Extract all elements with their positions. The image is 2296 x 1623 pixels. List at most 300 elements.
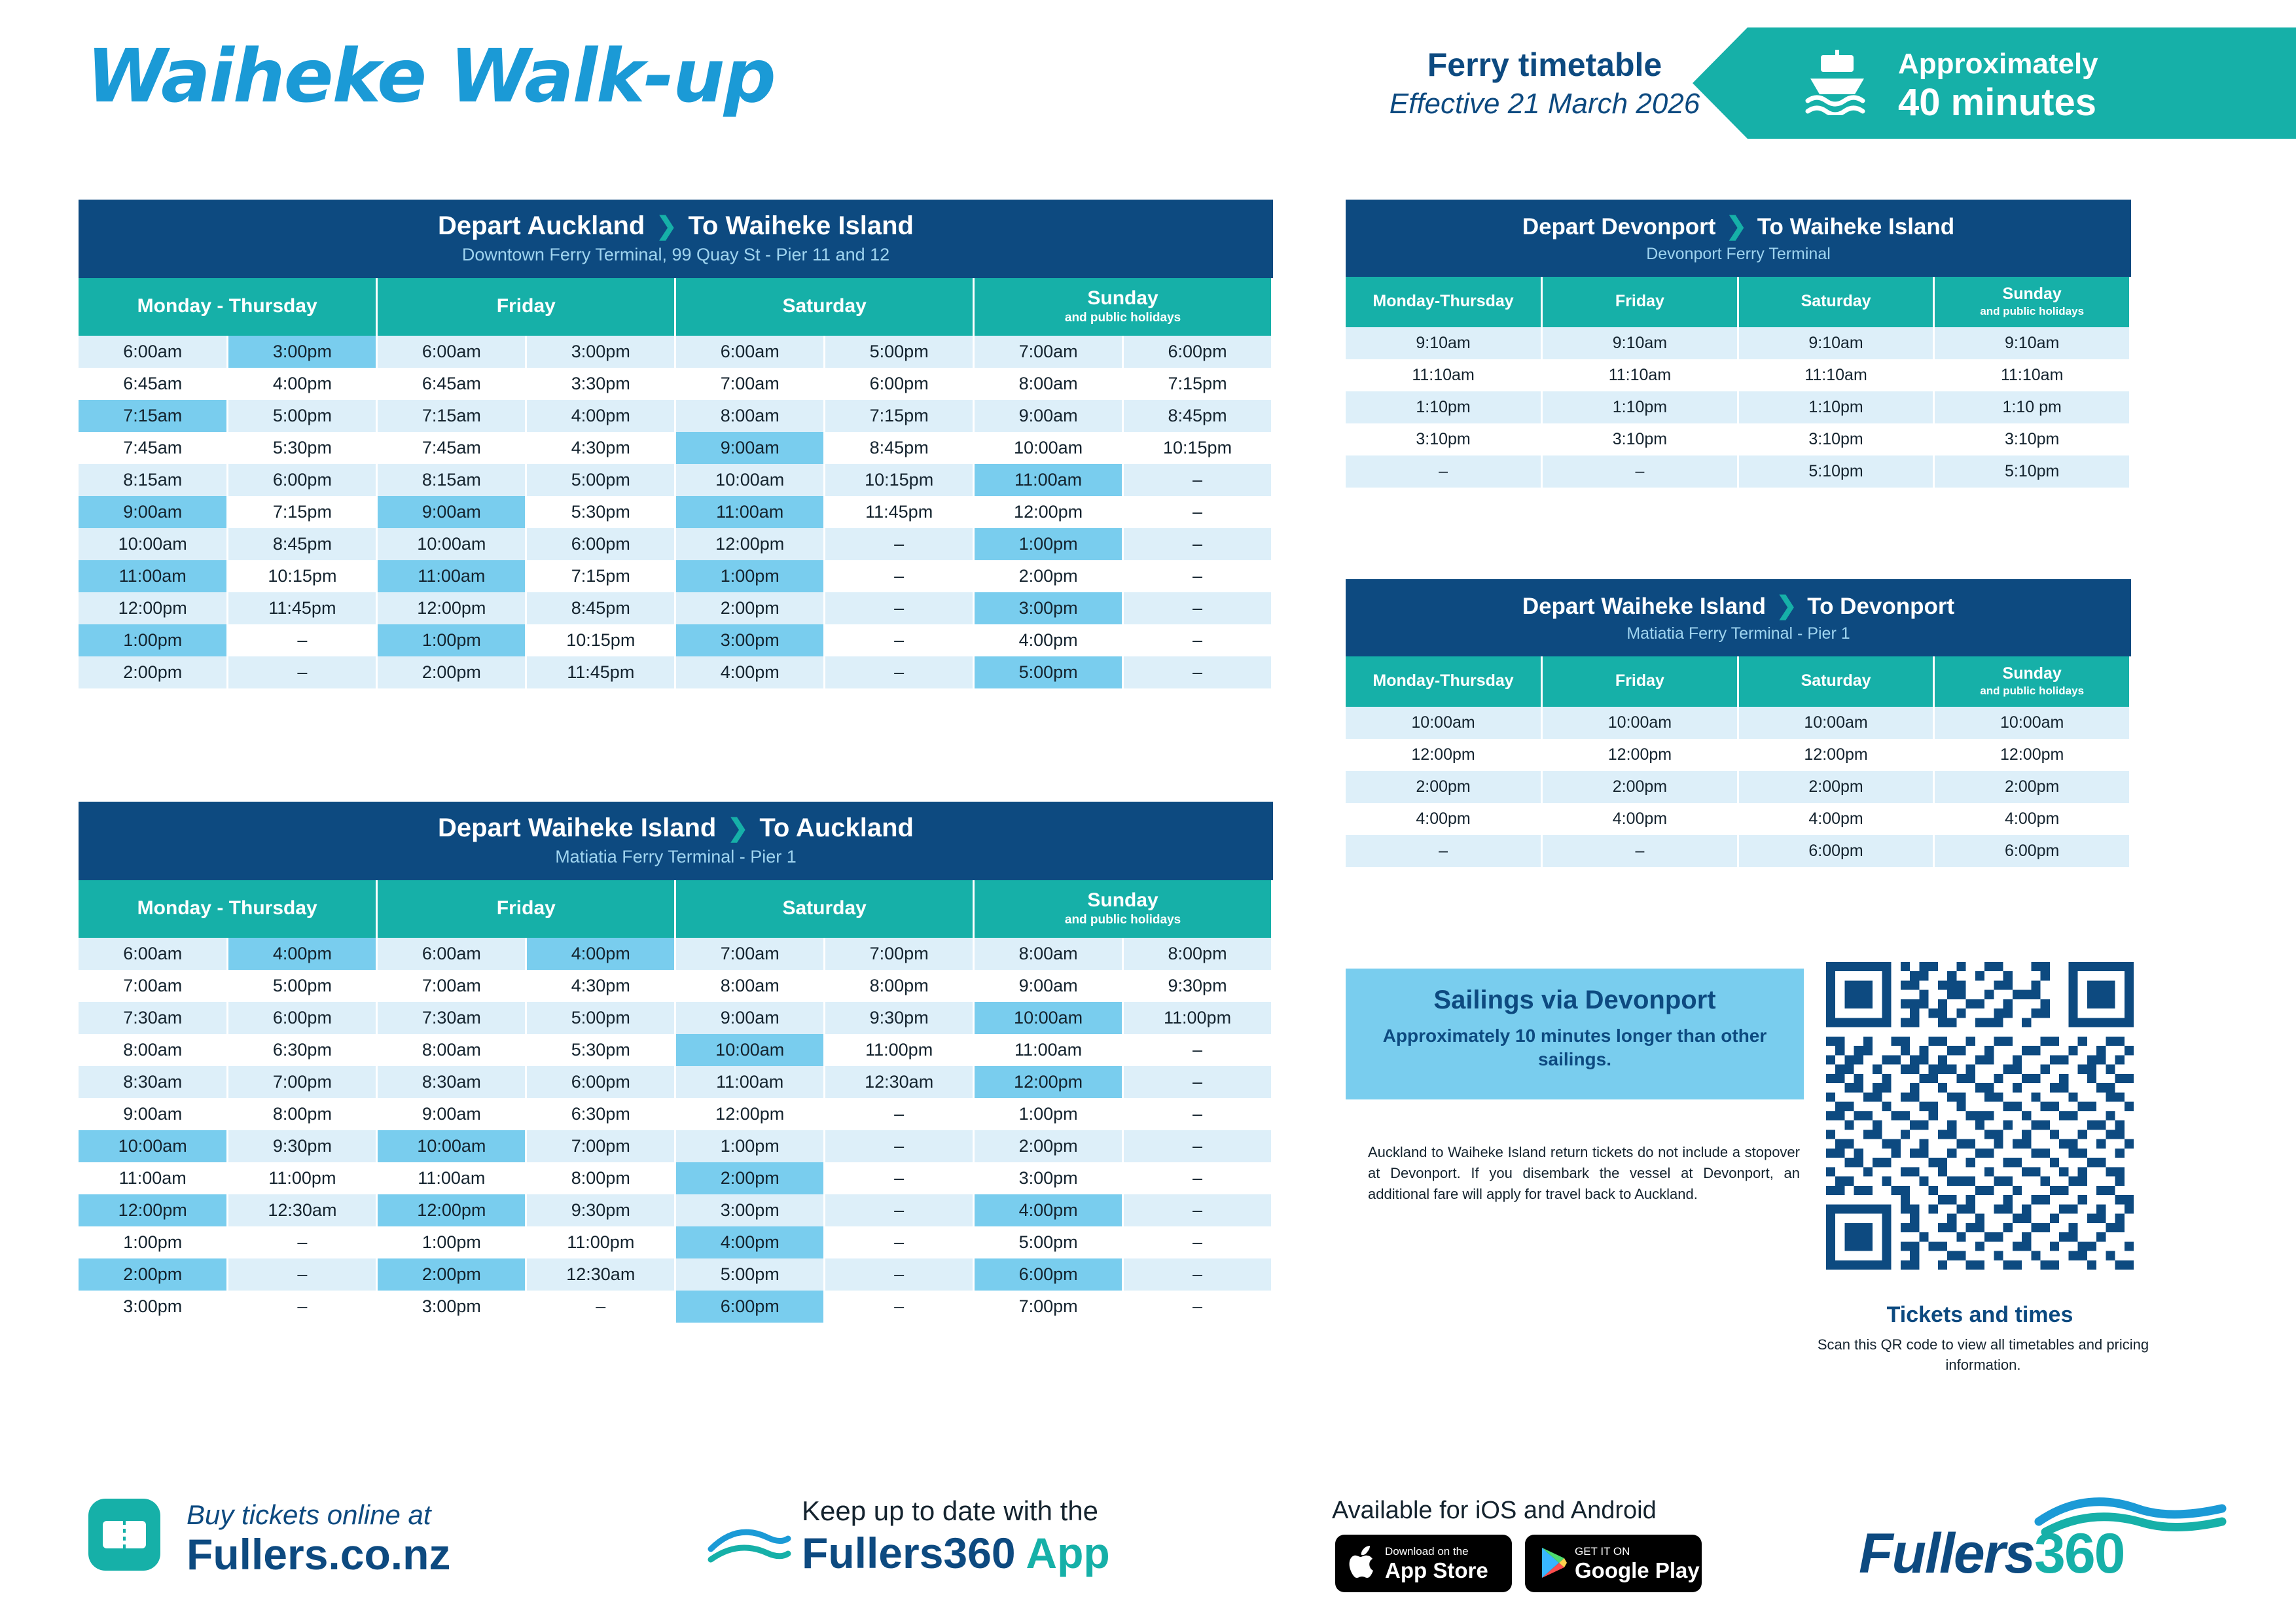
time-cell: 3:00pm <box>974 1162 1123 1194</box>
google-play-big: Google Play <box>1575 1558 1700 1582</box>
time-cell: – <box>825 560 974 592</box>
logo-number: 360 <box>2034 1522 2125 1585</box>
time-cell: 8:45pm <box>1123 400 1272 432</box>
time-cell: 7:00am <box>675 938 825 970</box>
table-row <box>1346 739 2130 771</box>
devonport-box-title: Sailings via Devonport <box>1433 986 1716 1014</box>
time-cell: 12:00pm <box>1542 739 1738 771</box>
table-title-from: Depart Waiheke Island <box>1522 594 1766 619</box>
time-cell: 1:10 pm <box>1934 391 2130 423</box>
time-cell: 11:00pm <box>1123 1002 1272 1034</box>
table-subtitle: Matiatia Ferry Terminal - Pier 1 <box>555 847 797 866</box>
time-cell: – <box>1542 835 1738 867</box>
time-cell: 6:00pm <box>825 368 974 400</box>
time-cell: 12:00pm <box>1934 739 2130 771</box>
time-cell: 8:00am <box>675 970 825 1002</box>
table-row <box>79 336 1272 368</box>
time-cell: 9:00am <box>974 400 1123 432</box>
available-platforms: Available for iOS and Android <box>1332 1497 1657 1524</box>
column-header-3: Sunday and public holidays <box>1934 656 2130 707</box>
time-cell: 8:00pm <box>228 1098 377 1130</box>
time-cell: 11:10am <box>1934 359 2130 391</box>
time-cell: 3:30pm <box>526 368 675 400</box>
time-cell: 6:00am <box>377 336 526 368</box>
time-cell: 2:00pm <box>1738 771 1934 803</box>
time-cell: 8:00pm <box>1123 938 1272 970</box>
time-cell: 12:30am <box>825 1066 974 1098</box>
time-cell: – <box>1123 560 1272 592</box>
time-cell: 10:15pm <box>228 560 377 592</box>
app-store-small: Download on the <box>1385 1545 1469 1558</box>
time-cell: 4:00pm <box>675 656 825 688</box>
time-cell: 9:10am <box>1346 327 1542 359</box>
time-cell: 5:00pm <box>675 1258 825 1291</box>
time-cell: 11:45pm <box>825 496 974 528</box>
time-cell: 9:30pm <box>526 1194 675 1226</box>
time-cell: – <box>228 1258 377 1291</box>
time-cell: 8:15am <box>377 464 526 496</box>
time-cell: 4:30pm <box>526 432 675 464</box>
ferry-timetable-label: Ferry timetable <box>1427 46 1662 83</box>
time-cell: 6:00am <box>675 336 825 368</box>
time-cell: 1:00pm <box>377 1226 526 1258</box>
time-cell: 11:00pm <box>825 1034 974 1066</box>
qr-code-image[interactable] <box>1826 962 2134 1270</box>
time-cell: 5:30pm <box>526 1034 675 1066</box>
table-body <box>79 880 1273 1323</box>
table-row <box>79 368 1272 400</box>
time-cell: 11:10am <box>1542 359 1738 391</box>
qr-code[interactable] <box>1826 962 2134 1273</box>
time-cell: 11:00am <box>79 560 228 592</box>
time-cell: 7:00am <box>974 336 1123 368</box>
time-cell: 2:00pm <box>974 560 1123 592</box>
time-cell: 1:00pm <box>675 1130 825 1162</box>
time-cell: 5:10pm <box>1934 455 2130 488</box>
google-play-badge[interactable] <box>1525 1535 1702 1592</box>
logo-text: Fullers <box>1859 1522 2034 1585</box>
app-store-badge[interactable] <box>1335 1535 1512 1592</box>
table-row <box>79 1066 1272 1098</box>
table-subtitle: Devonport Ferry Terminal <box>1646 245 1831 263</box>
time-cell: 2:00pm <box>79 1258 228 1291</box>
time-cell: 12:00pm <box>1738 739 1934 771</box>
time-cell: 10:00am <box>1738 707 1934 739</box>
time-cell: 9:00am <box>675 432 825 464</box>
table-header <box>79 200 1273 278</box>
time-cell: 5:00pm <box>974 1226 1123 1258</box>
column-header-2: Saturday <box>675 880 974 938</box>
time-cell: 10:00am <box>974 432 1123 464</box>
ticket-icon <box>88 1499 160 1571</box>
time-cell: 1:10pm <box>1346 391 1542 423</box>
time-cell: – <box>228 1291 377 1323</box>
time-cell: 9:00am <box>675 1002 825 1034</box>
effective-date: Effective 21 March 2026 <box>1389 88 1700 120</box>
time-cell: 6:45am <box>377 368 526 400</box>
time-cell: 2:00pm <box>1346 771 1542 803</box>
time-cell: 11:00am <box>675 1066 825 1098</box>
timetable <box>79 278 1273 688</box>
time-cell: – <box>1123 464 1272 496</box>
time-cell: 2:00pm <box>377 1258 526 1291</box>
column-header-3: Sunday and public holidays <box>974 880 1272 938</box>
time-cell: 1:00pm <box>79 1226 228 1258</box>
table-row <box>79 1034 1272 1066</box>
time-cell: 4:00pm <box>974 624 1123 656</box>
table-header <box>1346 200 2131 277</box>
ticket-glyph <box>88 1499 160 1571</box>
time-cell: – <box>1123 1194 1272 1226</box>
time-cell: 1:10pm <box>1738 391 1934 423</box>
table-depart-waiheke-to-auckland <box>79 802 1273 1323</box>
table-row <box>79 1162 1272 1194</box>
table-row <box>79 464 1272 496</box>
time-cell: – <box>1123 1034 1272 1066</box>
time-cell: 12:00pm <box>377 592 526 624</box>
table-row <box>79 656 1272 688</box>
time-cell: 11:00pm <box>526 1226 675 1258</box>
time-cell: 10:00am <box>1934 707 2130 739</box>
approx-line-2: 40 minutes <box>1898 81 2096 124</box>
time-cell: – <box>825 1258 974 1291</box>
time-cell: – <box>1346 455 1542 488</box>
time-cell: 10:00am <box>675 1034 825 1066</box>
time-cell: 8:15am <box>79 464 228 496</box>
apple-icon <box>1346 1544 1380 1582</box>
time-cell: – <box>526 1291 675 1323</box>
time-cell: – <box>825 624 974 656</box>
time-cell: 3:00pm <box>675 624 825 656</box>
time-cell: 4:00pm <box>526 938 675 970</box>
ferry-timetable-heading <box>1361 46 1728 120</box>
time-cell: 8:00am <box>79 1034 228 1066</box>
time-cell: 11:00am <box>974 464 1123 496</box>
time-cell: – <box>1123 1258 1272 1291</box>
time-cell: 6:00pm <box>526 528 675 560</box>
time-cell: 9:00am <box>377 496 526 528</box>
time-cell: – <box>1542 455 1738 488</box>
time-cell: 6:30pm <box>526 1098 675 1130</box>
time-cell: 3:00pm <box>675 1194 825 1226</box>
time-cell: – <box>825 1194 974 1226</box>
time-cell: 2:00pm <box>675 592 825 624</box>
table-row <box>79 1098 1272 1130</box>
table-row <box>79 938 1272 970</box>
time-cell: – <box>1123 656 1272 688</box>
table-row <box>1346 391 2130 423</box>
time-cell: 3:10pm <box>1738 423 1934 455</box>
time-cell: 5:00pm <box>228 970 377 1002</box>
time-cell: 11:10am <box>1738 359 1934 391</box>
time-cell: 12:00pm <box>675 528 825 560</box>
table-row <box>79 970 1272 1002</box>
table-row <box>79 400 1272 432</box>
time-cell: 6:45am <box>79 368 228 400</box>
approx-duration-banner <box>1748 27 2296 139</box>
time-cell: 5:30pm <box>526 496 675 528</box>
time-cell: 6:00am <box>79 938 228 970</box>
buy-tickets-line1: Buy tickets online at <box>187 1499 431 1530</box>
time-cell: 12:00pm <box>974 1066 1123 1098</box>
time-cell: – <box>1123 1130 1272 1162</box>
google-play-small: GET IT ON <box>1575 1545 1630 1558</box>
table-row <box>79 1258 1272 1291</box>
qr-caption: Tickets and times <box>1886 1302 2073 1327</box>
time-cell: – <box>1123 1098 1272 1130</box>
time-cell: 10:15pm <box>1123 432 1272 464</box>
time-cell: 8:00am <box>675 400 825 432</box>
page-title: Waiheke Walk-up <box>86 34 775 119</box>
table-row <box>1346 327 2130 359</box>
chevron-right-icon: ❯ <box>727 815 749 842</box>
time-cell: 10:15pm <box>825 464 974 496</box>
time-cell: – <box>1123 592 1272 624</box>
approx-line-1: Approximately <box>1898 48 2098 80</box>
time-cell: – <box>825 656 974 688</box>
time-cell: 6:30pm <box>228 1034 377 1066</box>
column-header-0: Monday - Thursday <box>79 278 377 336</box>
table-subtitle: Downtown Ferry Terminal, 99 Quay St - Pier 11 and 12 <box>461 245 890 264</box>
table-row <box>79 1002 1272 1034</box>
table-row <box>1346 707 2130 739</box>
column-header-3: Sunday and public holidays <box>974 278 1272 336</box>
time-cell: 7:15pm <box>1123 368 1272 400</box>
time-cell: 2:00pm <box>1934 771 2130 803</box>
time-cell: – <box>825 1130 974 1162</box>
column-header-1: Friday <box>1542 656 1738 707</box>
time-cell: 10:00am <box>1542 707 1738 739</box>
time-cell: 7:45am <box>377 432 526 464</box>
time-cell: 9:00am <box>974 970 1123 1002</box>
time-cell: 5:00pm <box>825 336 974 368</box>
time-cell: 9:10am <box>1542 327 1738 359</box>
time-cell: 6:00pm <box>1123 336 1272 368</box>
table-title-to: To Auckland <box>759 813 914 842</box>
column-header-2: Saturday <box>1738 656 1934 707</box>
time-cell: – <box>228 1226 377 1258</box>
time-cell: – <box>825 1098 974 1130</box>
time-cell: 7:00pm <box>228 1066 377 1098</box>
table-subtitle: Matiatia Ferry Terminal - Pier 1 <box>1626 624 1850 643</box>
time-cell: 3:10pm <box>1542 423 1738 455</box>
time-cell: 9:30pm <box>825 1002 974 1034</box>
time-cell: 1:10pm <box>1542 391 1738 423</box>
time-cell: 1:00pm <box>79 624 228 656</box>
table-row <box>1346 359 2130 391</box>
column-header-0: Monday - Thursday <box>79 880 377 938</box>
chevron-right-icon: ❯ <box>1726 213 1747 240</box>
time-cell: 1:00pm <box>377 624 526 656</box>
time-cell: – <box>825 1291 974 1323</box>
time-cell: 11:00am <box>974 1034 1123 1066</box>
time-cell: 12:30am <box>526 1258 675 1291</box>
time-cell: 3:00pm <box>974 592 1123 624</box>
time-cell: 7:45am <box>79 432 228 464</box>
table-row <box>79 624 1272 656</box>
time-cell: 5:30pm <box>228 432 377 464</box>
time-cell: 10:00am <box>1346 707 1542 739</box>
time-cell: 7:00am <box>79 970 228 1002</box>
timetable <box>79 880 1273 1323</box>
time-cell: 7:00am <box>377 970 526 1002</box>
time-cell: – <box>825 1162 974 1194</box>
time-cell: 11:10am <box>1346 359 1542 391</box>
table-row <box>79 1226 1272 1258</box>
time-cell: 4:00pm <box>1738 803 1934 835</box>
column-header-1: Friday <box>377 278 675 336</box>
table-title-to: To Devonport <box>1807 594 1955 619</box>
table-row <box>79 560 1272 592</box>
time-cell: 6:00pm <box>1738 835 1934 867</box>
time-cell: 12:00pm <box>79 1194 228 1226</box>
time-cell: 10:00am <box>79 1130 228 1162</box>
time-cell: 10:00am <box>974 1002 1123 1034</box>
table-header <box>79 802 1273 880</box>
table-row <box>79 1194 1272 1226</box>
app-brand-name: Fullers360 <box>802 1529 1016 1577</box>
time-cell: 11:00am <box>377 1162 526 1194</box>
table-body <box>1346 277 2131 488</box>
time-cell: 8:45pm <box>228 528 377 560</box>
time-cell: 4:00pm <box>1542 803 1738 835</box>
devonport-box-body: Approximately 10 minutes longer than other sailings. <box>1382 1026 1767 1070</box>
time-cell: 10:00am <box>377 528 526 560</box>
time-cell: 11:00pm <box>228 1162 377 1194</box>
buy-tickets-url[interactable]: Fullers.co.nz <box>187 1530 451 1578</box>
chevron-right-icon: ❯ <box>656 213 677 240</box>
time-cell: 4:00pm <box>228 368 377 400</box>
devonport-fare-note: Auckland to Waiheke Island return tickets do not include a stopover at Devonport. If you disembark the vessel at Devonport, an additional fare will apply for travel back to Auckland. <box>1368 1144 1800 1202</box>
time-cell: 8:30am <box>79 1066 228 1098</box>
time-cell: 12:30am <box>228 1194 377 1226</box>
table-title-from: Depart Devonport <box>1522 214 1716 240</box>
column-header-2: Saturday <box>1738 277 1934 327</box>
time-cell: 11:45pm <box>228 592 377 624</box>
time-cell: 7:00pm <box>526 1130 675 1162</box>
time-cell: – <box>228 624 377 656</box>
table-row <box>79 1291 1272 1323</box>
column-header-1: Friday <box>377 880 675 938</box>
column-header-2: Saturday <box>675 278 974 336</box>
time-cell: 10:00am <box>675 464 825 496</box>
time-cell: 7:00am <box>675 368 825 400</box>
time-cell: 5:00pm <box>526 1002 675 1034</box>
time-cell: 8:45pm <box>825 432 974 464</box>
table-row <box>79 496 1272 528</box>
time-cell: 9:30pm <box>228 1130 377 1162</box>
time-cell: 7:00pm <box>825 938 974 970</box>
time-cell: 11:00am <box>79 1162 228 1194</box>
time-cell: 8:00am <box>974 938 1123 970</box>
time-cell: 3:00pm <box>79 1291 228 1323</box>
time-cell: 6:00pm <box>526 1066 675 1098</box>
time-cell: 4:00pm <box>228 938 377 970</box>
time-cell: 7:00pm <box>974 1291 1123 1323</box>
table-row <box>1346 803 2130 835</box>
table-row <box>79 528 1272 560</box>
time-cell: 10:00am <box>79 528 228 560</box>
time-cell: – <box>1123 1066 1272 1098</box>
time-cell: 6:00pm <box>974 1258 1123 1291</box>
time-cell: 7:15pm <box>825 400 974 432</box>
table-row <box>1346 835 2130 867</box>
time-cell: 7:15am <box>377 400 526 432</box>
time-cell: 1:00pm <box>974 1098 1123 1130</box>
table-title-from: Depart Waiheke Island <box>438 813 717 842</box>
time-cell: 7:30am <box>79 1002 228 1034</box>
footer <box>0 1476 2296 1623</box>
time-cell: 6:00am <box>377 938 526 970</box>
time-cell: 6:00pm <box>228 1002 377 1034</box>
time-cell: – <box>1123 1291 1272 1323</box>
ferry-boat-icon <box>1801 50 1873 115</box>
time-cell: 3:00pm <box>526 336 675 368</box>
time-cell: – <box>1346 835 1542 867</box>
time-cell: 5:00pm <box>526 464 675 496</box>
time-cell: 12:00pm <box>1346 739 1542 771</box>
time-cell: – <box>1123 496 1272 528</box>
time-cell: 8:00pm <box>526 1162 675 1194</box>
table-depart-devonport <box>1346 200 2131 488</box>
time-cell: 2:00pm <box>974 1130 1123 1162</box>
time-cell: 7:15pm <box>228 496 377 528</box>
google-play-icon <box>1535 1544 1570 1582</box>
time-cell: 6:00pm <box>1934 835 2130 867</box>
time-cell: 9:30pm <box>1123 970 1272 1002</box>
app-store-big: App Store <box>1385 1558 1488 1582</box>
time-cell: 8:00pm <box>825 970 974 1002</box>
chevron-right-icon: ❯ <box>1776 592 1797 620</box>
table-header <box>1346 579 2131 656</box>
table-title-to: To Waiheke Island <box>688 211 914 240</box>
table-row <box>1346 771 2130 803</box>
table-row <box>1346 423 2130 455</box>
time-cell: 3:00pm <box>228 336 377 368</box>
time-cell: 9:10am <box>1934 327 2130 359</box>
time-cell: 7:15pm <box>526 560 675 592</box>
time-cell: 3:10pm <box>1346 423 1542 455</box>
time-cell: 5:10pm <box>1738 455 1934 488</box>
time-cell: 9:00am <box>79 1098 228 1130</box>
column-header-1: Friday <box>1542 277 1738 327</box>
app-word: App <box>1015 1529 1110 1577</box>
time-cell: 10:00am <box>377 1130 526 1162</box>
time-cell: – <box>1123 1162 1272 1194</box>
time-cell: 12:00pm <box>79 592 228 624</box>
time-cell: 5:00pm <box>228 400 377 432</box>
app-brand <box>802 1528 1110 1578</box>
time-cell: 2:00pm <box>79 656 228 688</box>
time-cell: – <box>1123 624 1272 656</box>
sailings-via-devonport-box <box>1346 969 1804 1099</box>
time-cell: 8:00am <box>974 368 1123 400</box>
time-cell: 7:30am <box>377 1002 526 1034</box>
time-cell: 6:00pm <box>228 464 377 496</box>
column-header-0: Monday-Thursday <box>1346 656 1542 707</box>
table-row <box>79 1130 1272 1162</box>
time-cell: 8:30am <box>377 1066 526 1098</box>
time-cell: 3:10pm <box>1934 423 2130 455</box>
time-cell: 9:00am <box>377 1098 526 1130</box>
time-cell: 4:00pm <box>675 1226 825 1258</box>
time-cell: 1:00pm <box>974 528 1123 560</box>
time-cell: 6:00am <box>79 336 228 368</box>
time-cell: 4:00pm <box>974 1194 1123 1226</box>
time-cell: 4:00pm <box>1346 803 1542 835</box>
time-cell: 6:00pm <box>675 1291 825 1323</box>
time-cell: – <box>825 1226 974 1258</box>
